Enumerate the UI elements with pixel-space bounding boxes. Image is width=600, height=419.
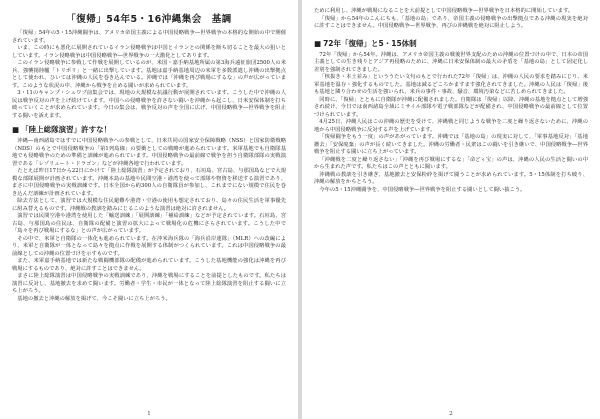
paragraph: たとえば昨日17日から22日にかけて「陸上総隊演習」が予定されており、石垣島、宮古島、与那国島などで大規模な部隊展開が計画されています。沖縄本島の基地や民間空港・港湾を使って部隊や物資を移送する演習であり、まさに中国侵略戦争の実戦訓練です。日本全国から約300人の自衛隊員が参加し、これまでにない規模で住民を巻き込んだ訓練が計画されています。 [12,168,286,197]
right-page [302,0,600,419]
section-heading-text: 72年「復帰」と5・15体制 [323,38,417,48]
paragraph: 4月25日、沖縄人民はこの沖縄の歴史を受けて、沖縄戦と同じような戦争を二度と繰り返さないために、沖縄の地から中国侵略戦争に反対する声を上げています。 [314,119,588,133]
paragraph: 除去方法として、演習では大規模な住民避難や港湾・空港の使用も想定されており、島々の住民生活を軍事優先に組み替えるものです。沖縄戦の教訓を踏みにじるこのような演習は絶対に許されません。 [12,198,286,212]
square-bullet-icon: ■ [12,125,20,134]
continuation-section [314,8,588,31]
paragraph: 「復帰」から54年のこんにちも、「基地の島」であり、帝国主義の侵略戦争の出撃拠点である沖縄の現実を絶対に許すことはできません。中国侵略戦争―世界戦争、再びの沖縄戦を絶対に阻止しよう。 [314,15,588,29]
paragraph: 今年の5・15沖縄闘争を、中国侵略戦争―世界戦争を阻止する闘いとして闘い抜こう。 [319,186,526,193]
paragraph: また、米軍嘉手納基地では新たな戦闘機部隊の配備が進められています。こうした基地機能の強化は沖縄を再び戦場にするものであり、絶対に許すことはできません。 [12,258,286,272]
left-page [0,0,298,419]
page-number: 1 [147,411,151,417]
paragraph: このイラン侵略戦争に参戦して作戦を展開しているのが、米国・嘉手納基地所属の第3海兵遠征旅団2500人の米兵、強襲揚陸艦「トリポリ」と一緒に出撃しています。基地は嘉手納基地周辺の米軍を多数派遣し沖縄の出撃拠点として使われ、ひいては沖縄の人民を巻き込んでいる。沖縄では「沖縄を再び戦場にするな」の声が広がっています。このような状況の中、沖縄から戦争を止める闘いが求められています。 [12,60,286,89]
document-title: 「復帰」54年5・16沖縄集会 基調 [66,14,232,25]
paragraph: 同時に、「復帰」とともに自衛隊が沖縄に配備されました。自衛隊は「復帰」以降、沖縄の基地を拠点として増強され続け、今日では南西諸島全域にミサイル部隊や電子戦部隊などが配備され、中国侵略戦争の最前線として位置づけられています。 [314,96,588,118]
paragraph: 「復帰闘争をもう一度」の声があがっています。沖縄では「基地の島」の現実に対して、「軍事基地反対」「基地撤去」「安保廃棄」の声が長く続いてきました。沖縄の労働者・民衆はこの闘いを引き継いで、中国侵略戦争―世界戦争を阻止する闘いに立ち上がっています。 [314,134,588,155]
section-heading-text: 「陸上総隊演習」許すな！ [21,125,112,134]
section-body [12,138,286,303]
paragraph: 「復帰」54年の5・15沖縄闘争は、アメリカ帝国主義による中国侵略戦争―世界戦争の本格的な開始の中で開催されています。 [12,30,286,44]
page-number: 2 [449,411,453,417]
paragraph: 沖縄戦の教訓を引き継ぎ、基地撤去と安保粉砕を掲げて闘うことが求められています。5・15体制を打ち破り、沖縄の解放をかちとろう。 [314,171,588,185]
paragraph: 「核抜き・本土並み」といううたい文句のもとで行われた72年「復帰」は、沖縄の人民の要求を踏みにじり、米軍基地を温存・強化するものでした。基地は減るどころかますます強化されてきました。沖縄の人民は「復帰」後も基地と隣り合わせの生活を強いられ、米兵の事件・事故、騒音、環境汚染などに苦しめられてきました。 [314,74,588,95]
paragraph: いま、この時にも悪化に展開されているイラン侵略戦争は中国とイランとの関係を断ち切ることを最大の狙いとしています。イラン侵略戦争は中国侵略戦争―世界戦争の一大激化としてあります。 [12,45,286,59]
paragraph: まさに陸上総隊演習は中国侵略戦争の実戦訓練であり、沖縄を戦場にすることを前提としたものです。私たちは演習に反対し、基地撤去を求めて闘います。労働者・学生・市民が一体となって陸上総隊演習を阻止する闘いに立ち上がろう。 [12,273,286,294]
paragraph: 3・11のキャンプ・シュワブ前集会では、現地の大規模な抗議行動が展開されています。こうした中で沖縄の人民は戦争反対の声を上げ続けています。中国への侵略戦争を許さない闘いを沖縄から起こし、日米安保体制を打ち破っていくことが求められています。今日の集会は、戦争反対の声を全国に広げ、中国侵略戦争―世界戦争を阻止する闘いを訴えます。 [12,90,286,119]
intro-section [12,30,286,120]
paragraph: 沖縄―南西諸島ではすでに中国侵略戦争への参戦として、日米共同の国家安全保障戦略（NSS）と国家防衛戦略（NDS）のもとで中国侵略戦争の「第1列島線」の要衝としての戦略が進められています。米軍基地でも自衛隊基地でも侵略戦争のための準備と訓練が進められています。中国侵略戦争の最前線で戦争を担う自衛隊部隊の実戦演習である「レゾリュート・ドラゴン」などが沖縄各地で行われています。 [12,138,286,167]
paragraph: その中で、米軍と自衛隊の一体化も進められています。在沖米海兵隊の「海兵沿岸連隊」（MLR）への改編により、米軍と自衛隊が一体となって島々を拠点に作戦を展開する体制がつくられています。これは中国侵略戦争の最前線としての沖縄の位置づけを示すものです。 [12,235,286,257]
section-heading [314,38,588,49]
section-body [314,52,588,195]
paragraph: 基地の撤去と沖縄の解放を掲げて、今こそ闘いに立ち上がろう。 [17,295,171,302]
paragraph: ために利用し、沖縄が戦場になることを大前提として中国侵略戦争―世界戦争を日本格的に開始しています。 [314,8,574,14]
paragraph: 演習では民間空港や港湾を使用した「輸送訓練」「展開訓練」「補給訓練」などが予定されています。石垣島、宮古島、与那国島の住民は、自衛隊の配備と演習の拡大によって戦場化の危機にさらされています。こうした中で「島々を再び戦場にするな」との声が広がっています。 [12,213,286,234]
paragraph: 72年「復帰」から54年。沖縄は、アメリカ帝国主義の戦後世界支配のための沖縄の位置づけの中で、日本の帝国主義としての生き残りとアジア再侵略のために、沖縄に日米安保体制の最大の矛盾を「基地の島」として固定化し差別を強制されてきました。 [314,51,588,73]
paragraph: 「沖縄戦を二度と繰り返さない」「沖縄を再び戦場にするな」「命どぅ宝」の声は、沖縄の人民の生活と闘いの中から生まれた声です。私たちはこの声とともに闘います。 [314,156,588,170]
section-heading [12,124,286,135]
square-bullet-icon: ■ [314,38,322,48]
